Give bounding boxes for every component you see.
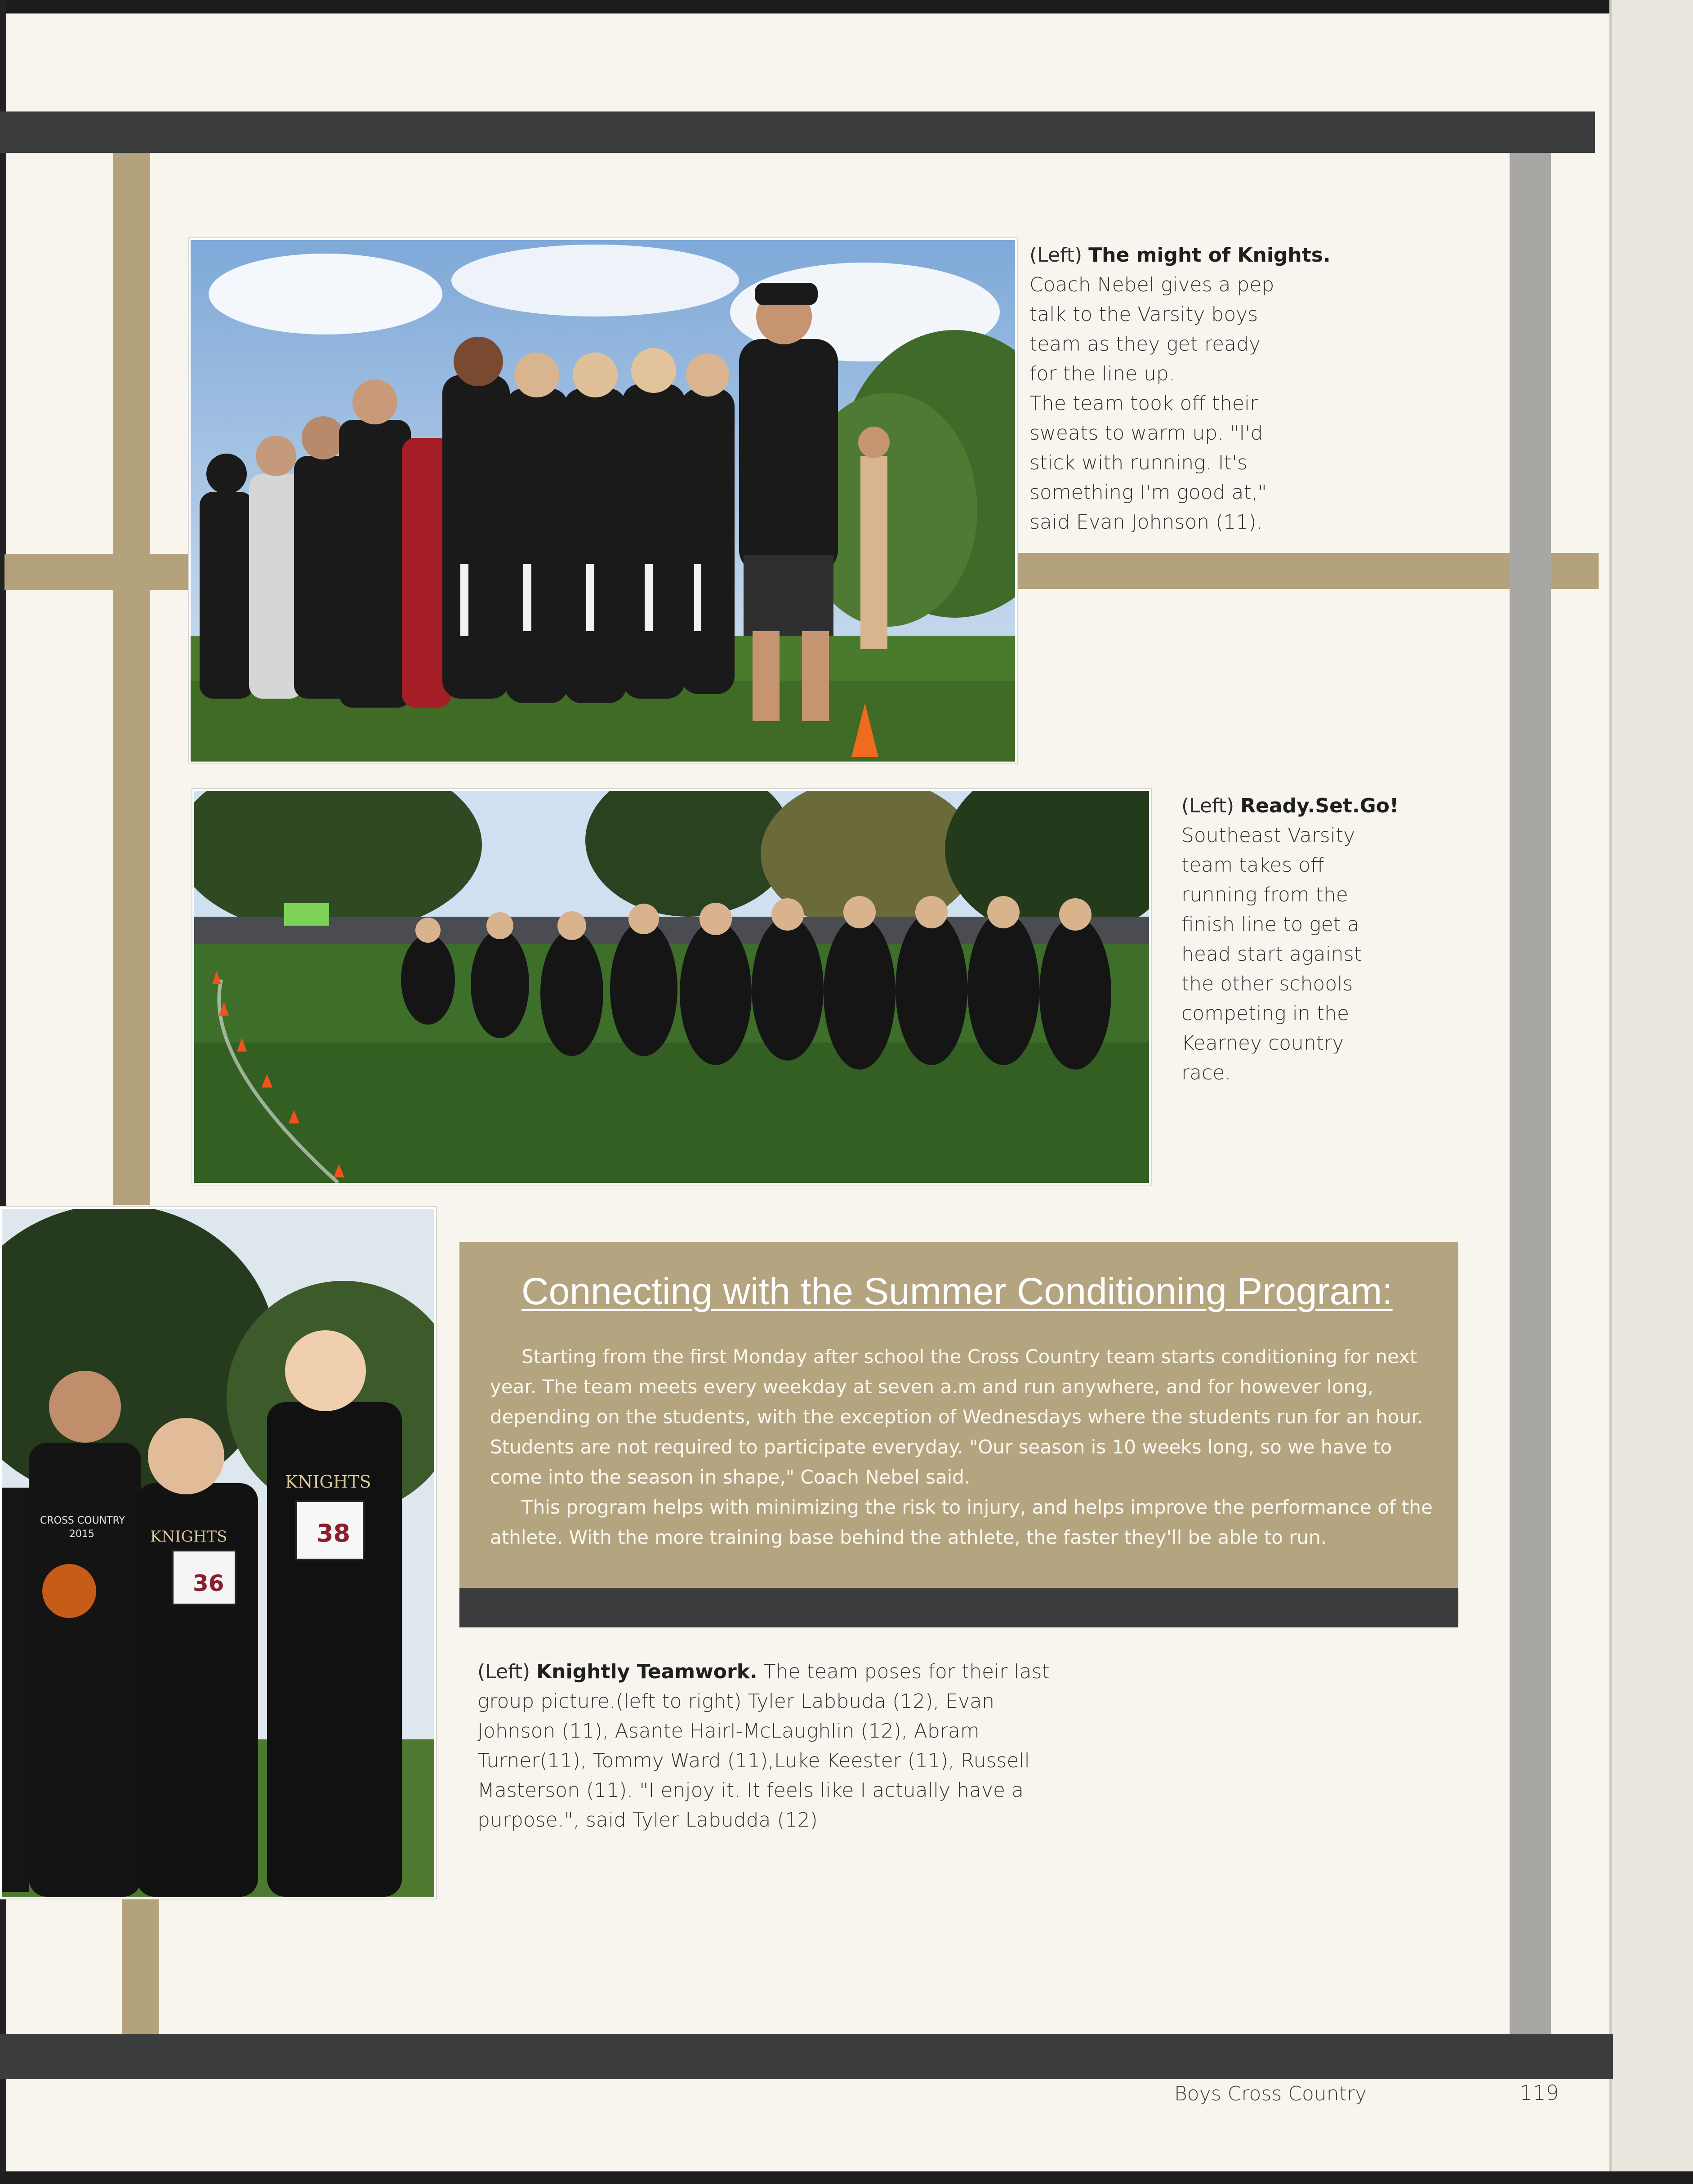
feature-paragraph-2: This program helps with minimizing the risk to injury, and helps improve the performance of the athlete. With the more training base behind the athlete, the faster they'll be able to run.	[490, 1496, 1433, 1548]
photo-team-group-image	[2, 1209, 434, 1897]
page-edge-right	[1609, 0, 1693, 2184]
caption-body: The team poses for their last group picture.(left to right) Tyler Labbuda (12), Evan Johnson (11), Asante Hairl-McLaughlin (12), Abram Turner(11), Tommy Ward (11),Luke Keester (11), Russell Masterson (11). "I enjoy it. It feels like I actually have a purpose.", said Tyler Labudda (12)	[477, 1660, 1050, 1832]
left-gold-vertical-bar-bottom	[122, 1899, 159, 2034]
bottom-dark-bar	[0, 2034, 1613, 2079]
scan-border-bottom	[0, 2171, 1693, 2184]
caption-lead: The might of Knights.	[1088, 244, 1331, 267]
photo-coach-pep-talk	[189, 238, 1017, 763]
caption-body: Southeast Varsity team takes off running from the finish line to get a head start against the other schools competing in the Kearney country race.	[1181, 824, 1362, 1084]
scan-border-top	[0, 0, 1693, 13]
feature-body	[490, 1342, 1443, 1552]
bib-number-left: 36	[193, 1570, 224, 1596]
caption-tag: (Left)	[1181, 794, 1234, 817]
jersey-text-right: KNIGHTS	[285, 1472, 371, 1492]
left-gold-horizontal-bar	[4, 554, 193, 590]
caption-body: Coach Nebel gives a pep talk to the Varsity boys team as they get ready for the line up. The team took off their sweats to warm up. "I'd stick with running. It's something I'm good at," said Evan Johnson (11).	[1029, 273, 1274, 534]
right-grey-vertical-bar	[1510, 153, 1551, 2034]
left-dark-stub	[0, 111, 27, 153]
feature-bottom-bar	[459, 1588, 1458, 1627]
bib-number-right: 38	[316, 1519, 351, 1547]
photo-race-start	[192, 789, 1151, 1185]
caption-tag: (Left)	[1029, 244, 1083, 267]
caption-knightly-teamwork	[477, 1657, 1071, 1835]
caption-ready-set-go	[1181, 791, 1415, 1088]
photo-team-group	[0, 1207, 436, 1899]
jersey-text-left: KNIGHTS	[150, 1528, 227, 1546]
feature-box	[459, 1242, 1458, 1588]
photo-coach-pep-talk-image	[191, 240, 1015, 762]
photo-race-start-image	[194, 791, 1149, 1183]
footer-section-name: Boys Cross Country	[1174, 2082, 1367, 2105]
caption-lead: Knightly Teamwork.	[536, 1660, 757, 1683]
footer-page-number: 119	[1519, 2081, 1559, 2105]
caption-tag: (Left)	[477, 1660, 530, 1683]
shirt-text: CROSS COUNTRY	[40, 1515, 125, 1526]
feature-title: Connecting with the Summer Conditioning Program:	[521, 1270, 1393, 1312]
left-gold-vertical-bar-top	[113, 153, 150, 1205]
caption-lead: Ready.Set.Go!	[1240, 794, 1399, 817]
shirt-year: 2015	[69, 1529, 94, 1540]
feature-paragraph-1: Starting from the first Monday after school the Cross Country team starts conditioning for next year. The team meets every weekday at seven a.m and run anywhere, and for however long, depending on the students, with the exception of Wednesdays where the students run for an hour. Students are not required to participate everyday. "Our season is 10 weeks long, so we have to come into the season in shape," Coach Nebel said.	[490, 1346, 1424, 1488]
top-dark-bar	[0, 111, 1595, 153]
caption-might-of-knights	[1029, 241, 1344, 537]
